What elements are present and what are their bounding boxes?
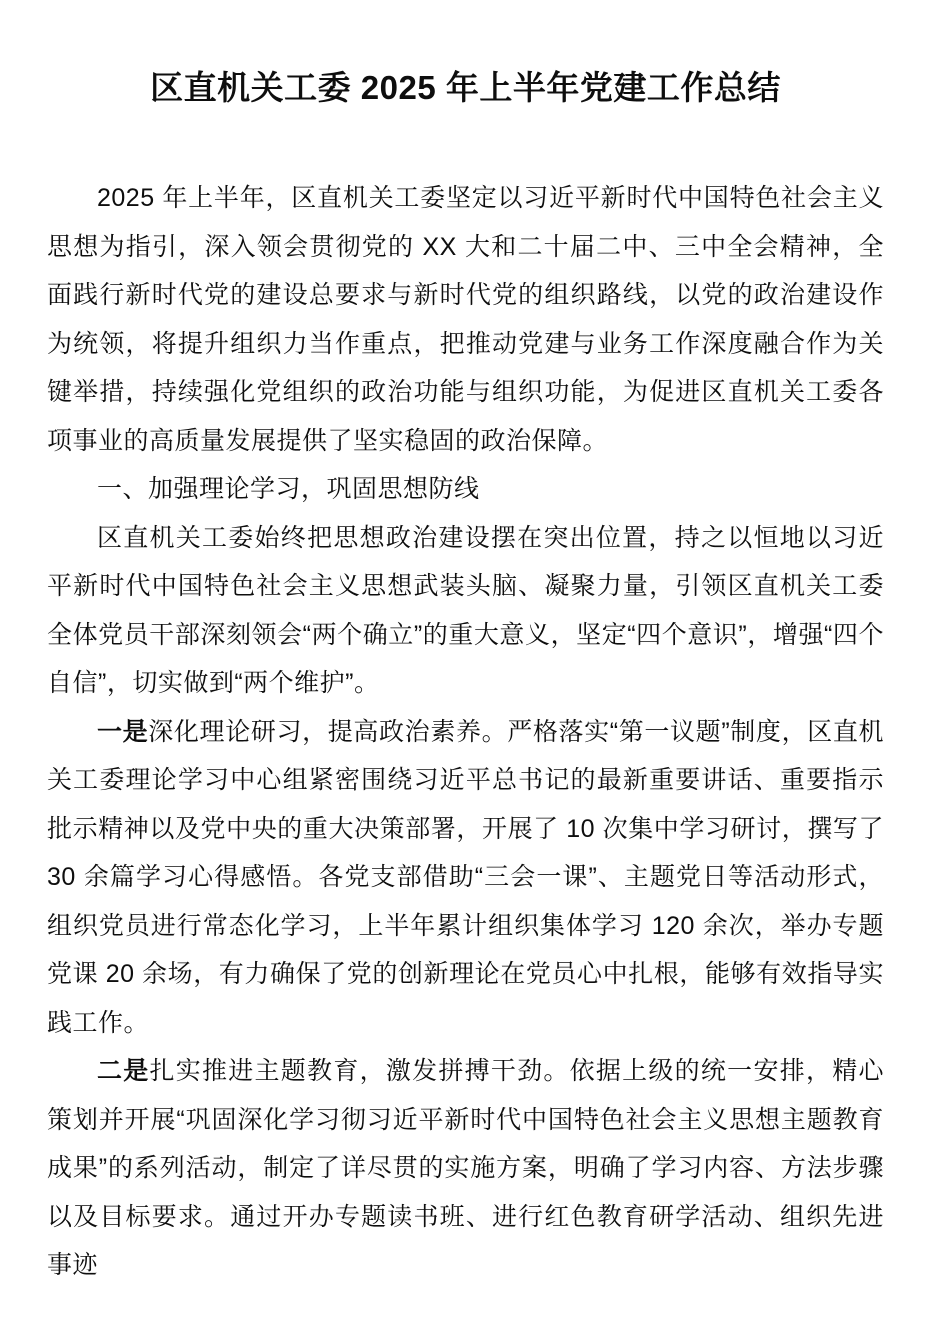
- paragraph-point-two-lead: 二是: [97, 1057, 150, 1085]
- paragraph-point-two: [47, 1047, 884, 1290]
- paragraph-ideology-position: 区直机关工委始终把思想政治建设摆在突出位置，持之以恒地以习近平新时代中国特色社会主义思想武装头脑、凝聚力量，引领区直机关工委全体党员干部深刻领会“两个确立”的重大意义，坚定“四个意识”，增强“四个自信”，切实做到“两个维护”。: [47, 523, 884, 697]
- paragraph-point-two-text: 扎实推进主题教育，激发拼搏干劲。依据上级的统一安排，精心策划并开展“巩固深化学习彻习近平新时代中国特色社会主义思想主题教育成果”的系列活动，制定了详尽贯的实施方案，明确了学习内容、方法步骤以及目标要求。通过开办专题读书班、进行红色教育研学活动、组织先进事迹: [47, 1057, 884, 1279]
- paragraph-point-one: [47, 708, 884, 1048]
- paragraph-point-one-lead: 一是: [97, 717, 149, 746]
- document-title: 区直机关工委 2025 年上半年党建工作总结: [150, 69, 781, 106]
- paragraph-point-one-text: 深化理论研习，提高政治素养。严格落实“第一议题”制度，区直机关工委理论学习中心组紧密围绕习近平总书记的最新重要讲话、重要指示批示精神以及党中央的重大决策部署，开展了 10 次集中学习研讨，撰写了 30 余篇学习心得感悟。各党支部借助“三会一课”、主题党日等活动形式，组织党员进行常态化学习，上半年累计组织集体学习 120 余次，举办专题党课 20 余场，有力确保了党的创新理论在党员心中扎根，能够有效指导实践工作。: [47, 717, 884, 1037]
- section-heading-theory-study: 一、加强理论学习，巩固思想防线: [97, 475, 480, 503]
- paragraph-intro: 2025 年上半年，区直机关工委坚定以习近平新时代中国特色社会主义思想为指引，深入领会贯彻党的 XX 大和二十届二中、三中全会精神，全面践行新时代党的建设总要求与新时代党的组织路线，以党的政治建设作为统领，将提升组织力当作重点，把推动党建与业务工作深度融合作为关键举措，持续强化党组织的政治功能与组织功能，为促进区直机关工委各项事业的高质量发展提供了坚实稳固的政治保障。: [47, 184, 884, 455]
